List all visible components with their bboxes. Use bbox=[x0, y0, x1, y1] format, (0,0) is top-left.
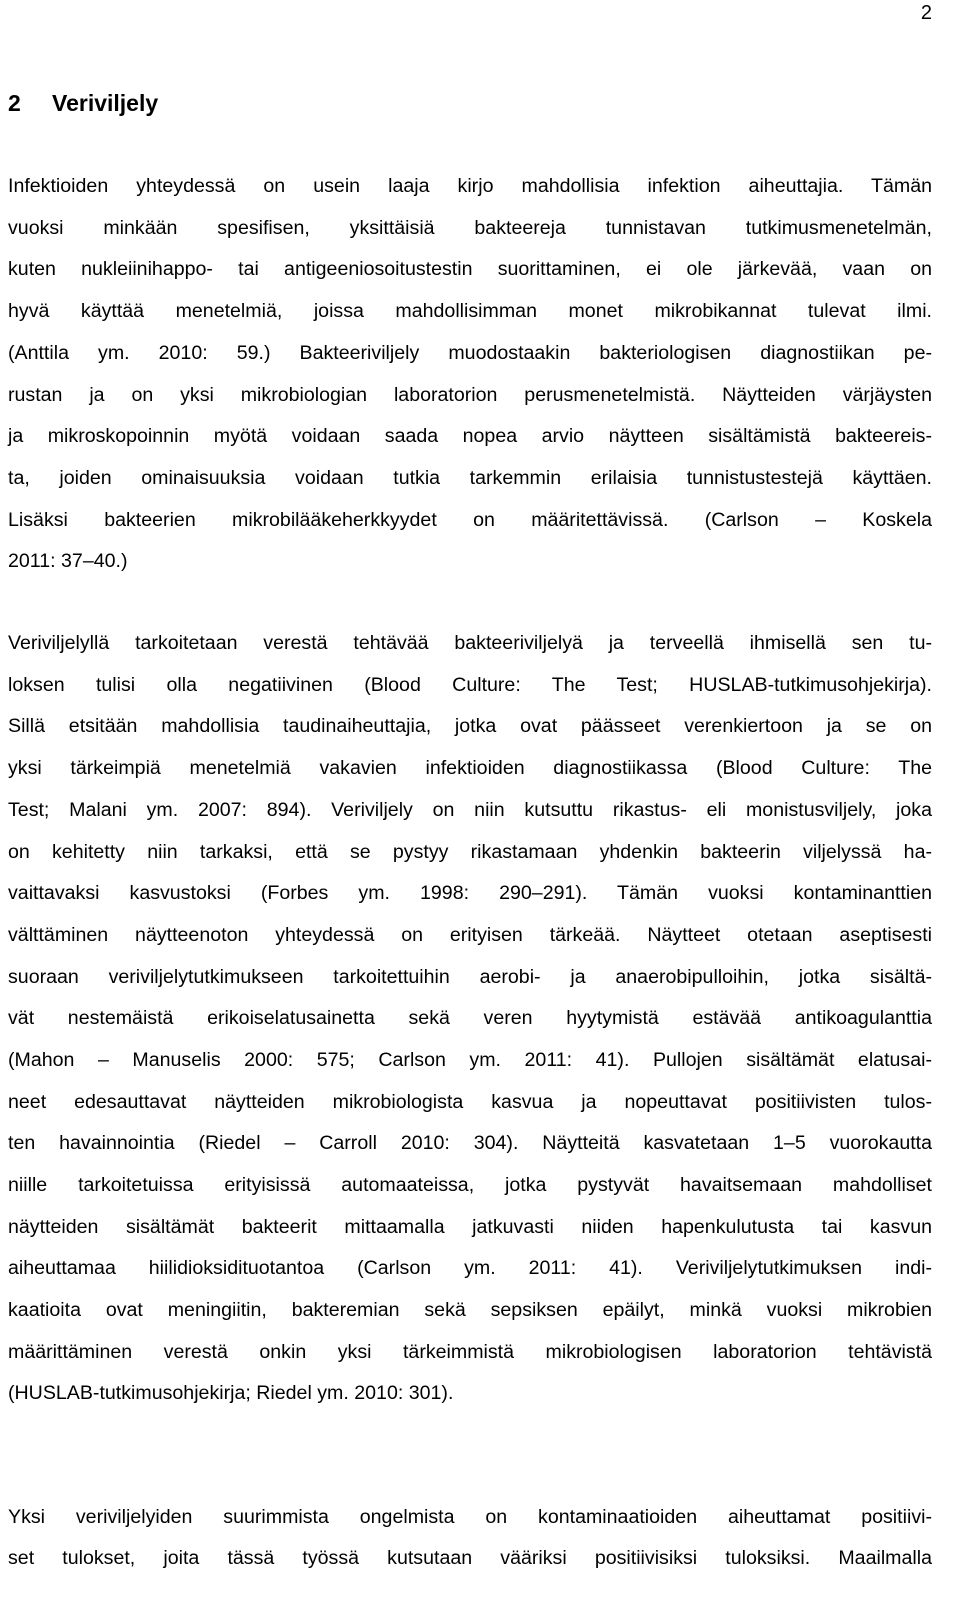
text-line: aiheuttamaa hiilidioksidituotantoa (Carlson ym. 2011: 41). Veriviljelytutkimuksen indi- bbox=[8, 1257, 932, 1279]
text-line: Sillä etsitään mahdollisia taudinaiheuttajia, jotka ovat päässeet verenkiertoon ja se on bbox=[8, 715, 932, 737]
page-number: 2 bbox=[920, 2, 932, 24]
text-line: neet edesauttavat näytteiden mikrobiologista kasvua ja nopeuttavat positiivisten tulos- bbox=[8, 1091, 932, 1113]
text-line: on kehitetty niin tarkaksi, että se pystyy rikastamaan yhdenkin bakteerin viljelyssä ha- bbox=[8, 841, 932, 863]
text-line: 2011: 37–40.) bbox=[8, 550, 128, 572]
text-line: loksen tulisi olla negatiivinen (Blood Culture: The Test; HUSLAB-tutkimusohjekirja). bbox=[8, 674, 932, 696]
text-line: vaittavaksi kasvustoksi (Forbes ym. 1998: 290–291). Tämän vuoksi kontaminanttien bbox=[8, 882, 932, 904]
text-line: niille tarkoitetuissa erityisissä automaateissa, jotka pystyvät havaitsemaan mahdolliset bbox=[8, 1174, 932, 1196]
text-line: ja mikroskopoinnin myötä voidaan saada nopea arvio näytteen sisältämistä bakteereis- bbox=[8, 425, 932, 447]
text-line: kuten nukleiinihappo- tai antigeeniosoitustestin suorittaminen, ei ole järkevää, vaan on bbox=[8, 258, 932, 280]
text-line: (HUSLAB-tutkimusohjekirja; Riedel ym. 2010: 301). bbox=[8, 1382, 454, 1404]
text-line: vuoksi minkään spesifisen, yksittäisiä bakteereja tunnistavan tutkimusmenetelmän, bbox=[8, 217, 932, 239]
text-line: suoraan veriviljelytutkimukseen tarkoitettuihin aerobi- ja anaerobipulloihin, jotka sisältä- bbox=[8, 966, 932, 988]
text-line: yksi tärkeimpiä menetelmiä vakavien infektioiden diagnostiikassa (Blood Culture: The bbox=[8, 757, 932, 779]
section-title: Veriviljely bbox=[52, 90, 159, 116]
text-line: näytteiden sisältämät bakteerit mittaamalla jatkuvasti niiden hapenkulutusta tai kasvun bbox=[8, 1216, 932, 1238]
text-line: rustan ja on yksi mikrobiologian laboratorion perusmenetelmistä. Näytteiden värjäysten bbox=[8, 384, 932, 406]
text-line: Infektioiden yhteydessä on usein laaja kirjo mahdollisia infektion aiheuttajia. Tämän bbox=[8, 175, 932, 197]
text-line: vät nestemäistä erikoiselatusainetta sekä veren hyytymistä estävää antikoagulanttia bbox=[8, 1007, 932, 1029]
text-line: hyvä käyttää menetelmiä, joissa mahdollisimman monet mikrobikannat tulevat ilmi. bbox=[8, 300, 932, 322]
text-line: välttäminen näytteenoton yhteydessä on erityisen tärkeää. Näytteet otetaan aseptisesti bbox=[8, 924, 932, 946]
text-line: (Anttila ym. 2010: 59.) Bakteeriviljely muodostaakin bakteriologisen diagnostiikan pe- bbox=[8, 342, 932, 364]
text-line: kaatioita ovat meningiitin, bakteremian sekä sepsiksen epäilyt, minkä vuoksi mikrobien bbox=[8, 1299, 932, 1321]
section-heading bbox=[8, 88, 158, 118]
text-line: Veriviljelyllä tarkoitetaan verestä tehtävää bakteeriviljelyä ja terveellä ihmisellä sen tu- bbox=[8, 632, 932, 654]
section-number: 2 bbox=[8, 90, 21, 116]
text-line: Lisäksi bakteerien mikrobilääkeherkkyydet on määritettävissä. (Carlson – Koskela bbox=[8, 509, 932, 531]
text-line: Test; Malani ym. 2007: 894). Veriviljely on niin kutsuttu rikastus- eli monistusviljely, joka bbox=[8, 799, 932, 821]
text-line: ten havainnointia (Riedel – Carroll 2010: 304). Näytteitä kasvatetaan 1–5 vuorokautta bbox=[8, 1132, 932, 1154]
text-line: set tulokset, joita tässä työssä kutsutaan vääriksi positiivisiksi tuloksiksi. Maailmalla bbox=[8, 1547, 932, 1569]
text-line: määrittäminen verestä onkin yksi tärkeimmistä mikrobiologisen laboratorion tehtävistä bbox=[8, 1341, 932, 1363]
text-line: (Mahon – Manuselis 2000: 575; Carlson ym. 2011: 41). Pullojen sisältämät elatusai- bbox=[8, 1049, 932, 1071]
text-line: Yksi veriviljelyiden suurimmista ongelmista on kontaminaatioiden aiheuttamat positiivi- bbox=[8, 1506, 932, 1528]
text-line: ta, joiden ominaisuuksia voidaan tutkia tarkemmin erilaisia tunnistustestejä käyttäen. bbox=[8, 467, 932, 489]
